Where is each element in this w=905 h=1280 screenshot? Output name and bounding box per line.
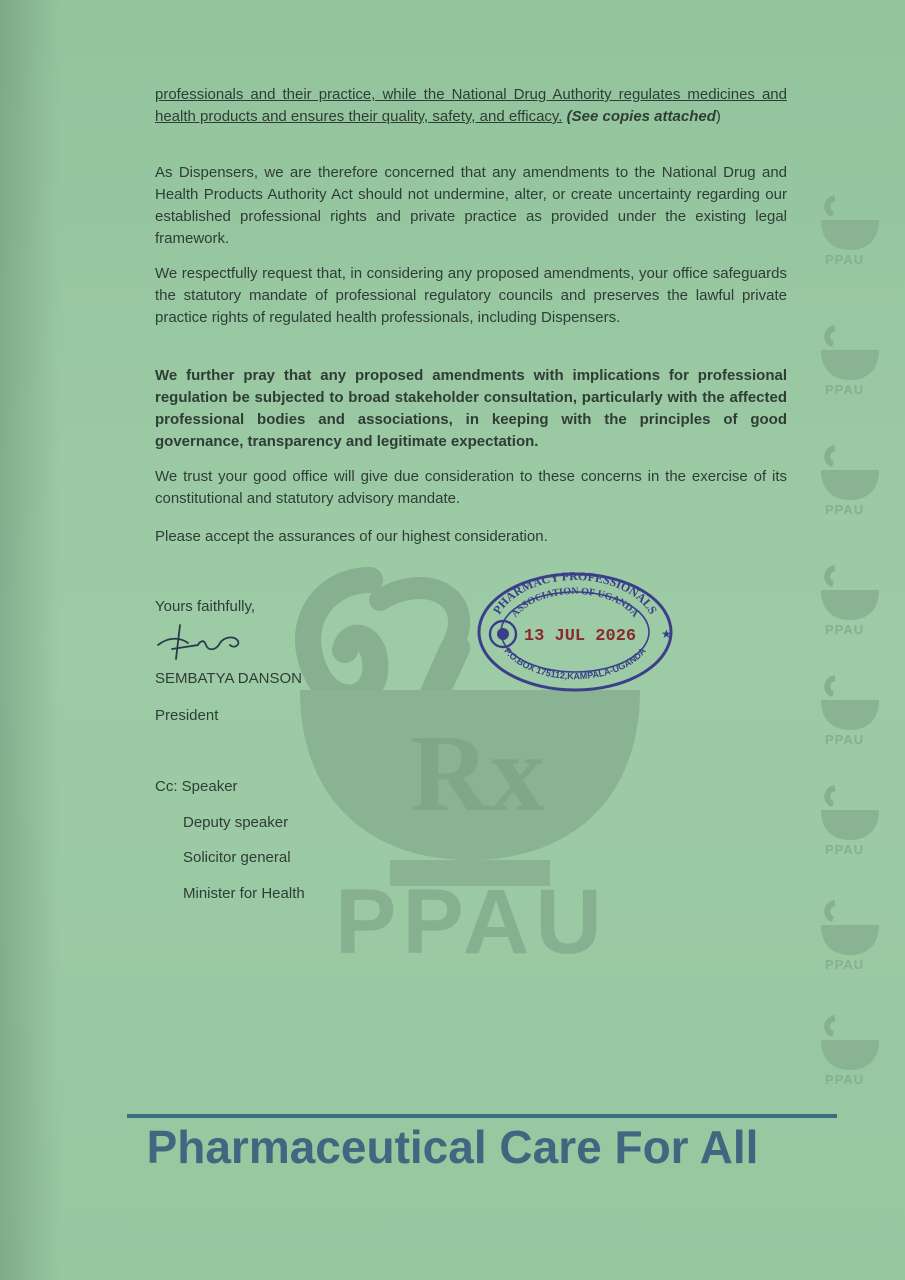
ppau-small-watermark: [815, 895, 895, 985]
scan-shadow: [0, 0, 60, 1280]
mortar-icon: [815, 895, 885, 965]
paragraph-1-close: ): [715, 108, 721, 125]
mortar-icon: [815, 670, 885, 740]
footer-rule: [127, 1114, 837, 1118]
ppau-small-text: PPAU: [825, 732, 865, 747]
ppau-small-watermark: [815, 780, 895, 870]
stamp-bottom-arc: P.O.BOX 175112,KAMPALA-UGANDA: [502, 645, 648, 682]
handwritten-signature: [150, 615, 260, 665]
rx-watermark: Rx: [410, 712, 545, 834]
paragraph-1-see-copies: (See copies attached: [566, 108, 716, 125]
mortar-icon: [815, 780, 885, 850]
cc-item: Solicitor general: [183, 849, 291, 866]
stamp-star-icon: ★: [661, 627, 672, 641]
ppau-small-watermark: [815, 560, 895, 650]
cc-item: Deputy speaker: [183, 814, 289, 831]
ppau-small-watermark: [815, 1010, 895, 1100]
paragraph-2: As Dispensers, we are therefore concerned that any amendments to the National Drug and Health Products Authority Act should not undermine, alter, or create uncertainty regarding our established professional rights and private practice as provided under the existing legal framework.: [155, 164, 787, 247]
signatory-title: President: [155, 707, 219, 724]
closing: Yours faithfully,: [155, 598, 256, 615]
mortar-icon: [815, 320, 885, 390]
association-stamp: [475, 570, 675, 695]
mortar-icon: [815, 1010, 885, 1080]
paragraph-5: We trust your good office will give due consideration to these concerns in the exercise of its constitutional and statutory advisory mandate.: [155, 468, 787, 507]
stamp-top-arc: PHARMACY PROFESSIONALS: [489, 570, 661, 617]
cc-label: Cc: Speaker: [155, 778, 238, 795]
ppau-small-text: PPAU: [825, 252, 865, 267]
stamp-inner-arc: ASSOCIATION OF UGANDA: [509, 585, 641, 620]
mortar-icon: [815, 560, 885, 630]
paragraph-4: We further pray that any proposed amendments with implications for professional regulation be subjected to broad stakeholder consultation, particularly with the affected professional bodies and associations, in keeping with the principles of good governance, transparency and legitimate expectation.: [155, 367, 787, 450]
paragraph-3: We respectfully request that, in considering any proposed amendments, your office safeguards the statutory mandate of professional regulatory councils and preserves the lawful private practice rights of regulated health professionals, including Dispensers.: [155, 265, 787, 326]
mortar-icon: [815, 440, 885, 510]
signatory-name: SEMBATYA DANSON: [155, 670, 302, 687]
ppau-small-text: PPAU: [825, 382, 865, 397]
ppau-small-watermark: [815, 440, 895, 530]
paragraph-1-underlined: professionals and their practice, while the National Drug Authority regulates medicines and health products and ensures their quality, safety, and efficacy.: [155, 86, 787, 125]
paragraph-6: Please accept the assurances of our highest consideration.: [155, 528, 548, 545]
stamp-date: 13 JUL 2026: [523, 627, 637, 646]
paragraph-1: [155, 84, 787, 128]
ppau-small-watermark: [815, 320, 895, 410]
ppau-small-text: PPAU: [825, 957, 865, 972]
ppau-small-text: PPAU: [825, 842, 865, 857]
mortar-icon: [815, 190, 885, 260]
ppau-small-text: PPAU: [825, 502, 865, 517]
footer-slogan: Pharmaceutical Care For All: [146, 1121, 759, 1173]
ppau-small-text: PPAU: [825, 1072, 865, 1087]
ppau-small-text: PPAU: [825, 622, 865, 637]
ppau-watermark-text: PPAU: [335, 871, 608, 973]
ppau-small-watermark: [815, 670, 895, 760]
cc-item: Minister for Health: [183, 885, 305, 902]
ppau-small-watermark: [815, 190, 895, 280]
